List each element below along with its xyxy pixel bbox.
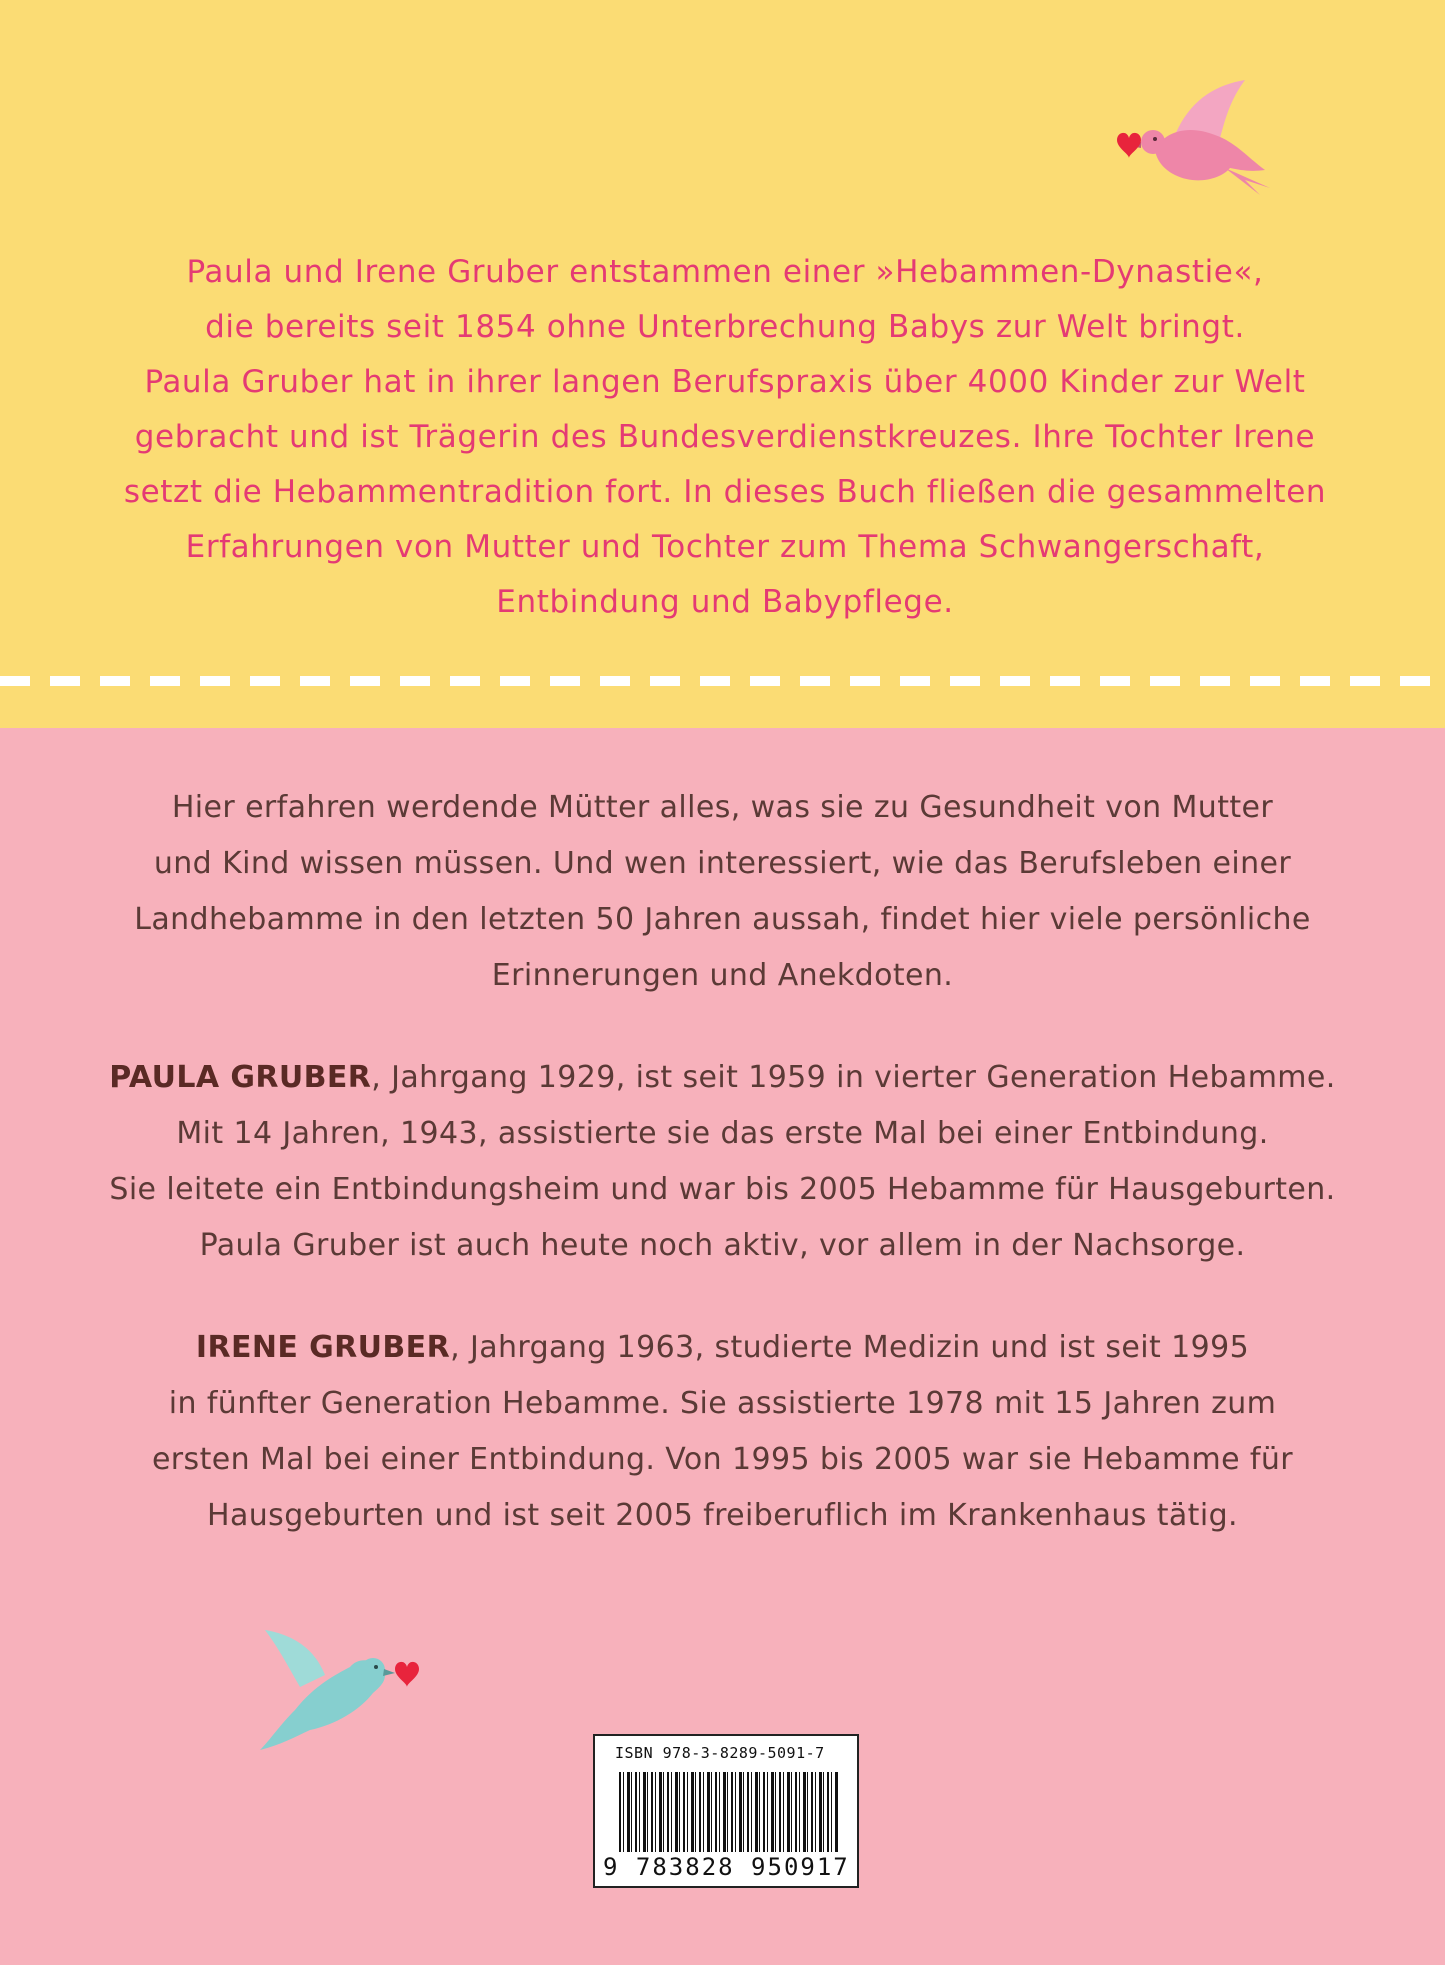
irene-bio-text: , Jahrgang 1963, studierte Medizin und ist seit 1995	[450, 1330, 1250, 1365]
description-paragraph	[100, 780, 1345, 1004]
description-line: Landhebamme in den letzten 50 Jahren aussah, findet hier viele persönliche	[134, 902, 1311, 937]
dashed-divider	[0, 676, 1445, 688]
description-line: und Kind wissen müssen. Und wen interessiert, wie das Berufsleben einer	[153, 846, 1292, 881]
paula-bio-text: , Jahrgang 1929, ist seit 1959 in vierter Generation Hebamme.	[371, 1060, 1336, 1095]
intro-line: setzt die Hebammentradition fort. In dieses Buch fließen die gesammelten	[123, 474, 1327, 510]
irene-bio-line: Hausgeburten und ist seit 2005 freiberuflich im Krankenhaus tätig.	[207, 1498, 1238, 1533]
blue-dove-icon	[255, 1625, 435, 1765]
barcode-bars	[619, 1772, 839, 1852]
intro-line: Entbindung und Babypflege.	[496, 584, 954, 620]
irene-bio-line: ersten Mal bei einer Entbindung. Von 1995 bis 2005 war sie Hebamme für	[151, 1442, 1294, 1477]
intro-line: Erfahrungen von Mutter und Tochter zum Thema Schwangerschaft,	[185, 529, 1265, 565]
description-line: Erinnerungen und Anekdoten.	[491, 958, 954, 993]
irene-bio-line: in fünfter Generation Hebamme. Sie assistierte 1978 mit 15 Jahren zum	[168, 1386, 1277, 1421]
paula-name: PAULA GRUBER	[109, 1060, 372, 1095]
intro-line: Paula und Irene Gruber entstammen einer »Hebammen-Dynastie«,	[186, 254, 1264, 290]
isbn-label: ISBN 978-3-8289-5091-7	[615, 1744, 825, 1762]
isbn-barcode	[593, 1734, 859, 1888]
intro-line: die bereits seit 1854 ohne Unterbrechung Babys zur Welt bringt.	[205, 309, 1245, 345]
paula-bio-first-line	[100, 1050, 1345, 1106]
irene-bio	[100, 1320, 1345, 1544]
paula-bio-line: Mit 14 Jahren, 1943, assistierte sie das erste Mal bei einer Entbindung.	[176, 1116, 1269, 1151]
intro-paragraph	[120, 245, 1330, 630]
irene-name: IRENE GRUBER	[195, 1330, 451, 1365]
paula-bio-line: Paula Gruber ist auch heute noch aktiv, vor allem in der Nachsorge.	[199, 1228, 1246, 1263]
irene-bio-first-line	[100, 1320, 1345, 1376]
pink-dove-icon	[1095, 80, 1270, 210]
paula-bio-line: Sie leitete ein Entbindungsheim und war bis 2005 Hebamme für Hausgeburten.	[109, 1172, 1336, 1207]
description-line: Hier erfahren werdende Mütter alles, was sie zu Gesundheit von Mutter	[171, 790, 1274, 825]
paula-bio	[100, 1050, 1345, 1274]
intro-line: Paula Gruber hat in ihrer langen Berufspraxis über 4000 Kinder zur Welt	[144, 364, 1306, 400]
barcode-digits: 9 783828 950917	[603, 1853, 850, 1881]
intro-line: gebracht und ist Trägerin des Bundesverdienstkreuzes. Ihre Tochter Irene	[134, 419, 1316, 455]
